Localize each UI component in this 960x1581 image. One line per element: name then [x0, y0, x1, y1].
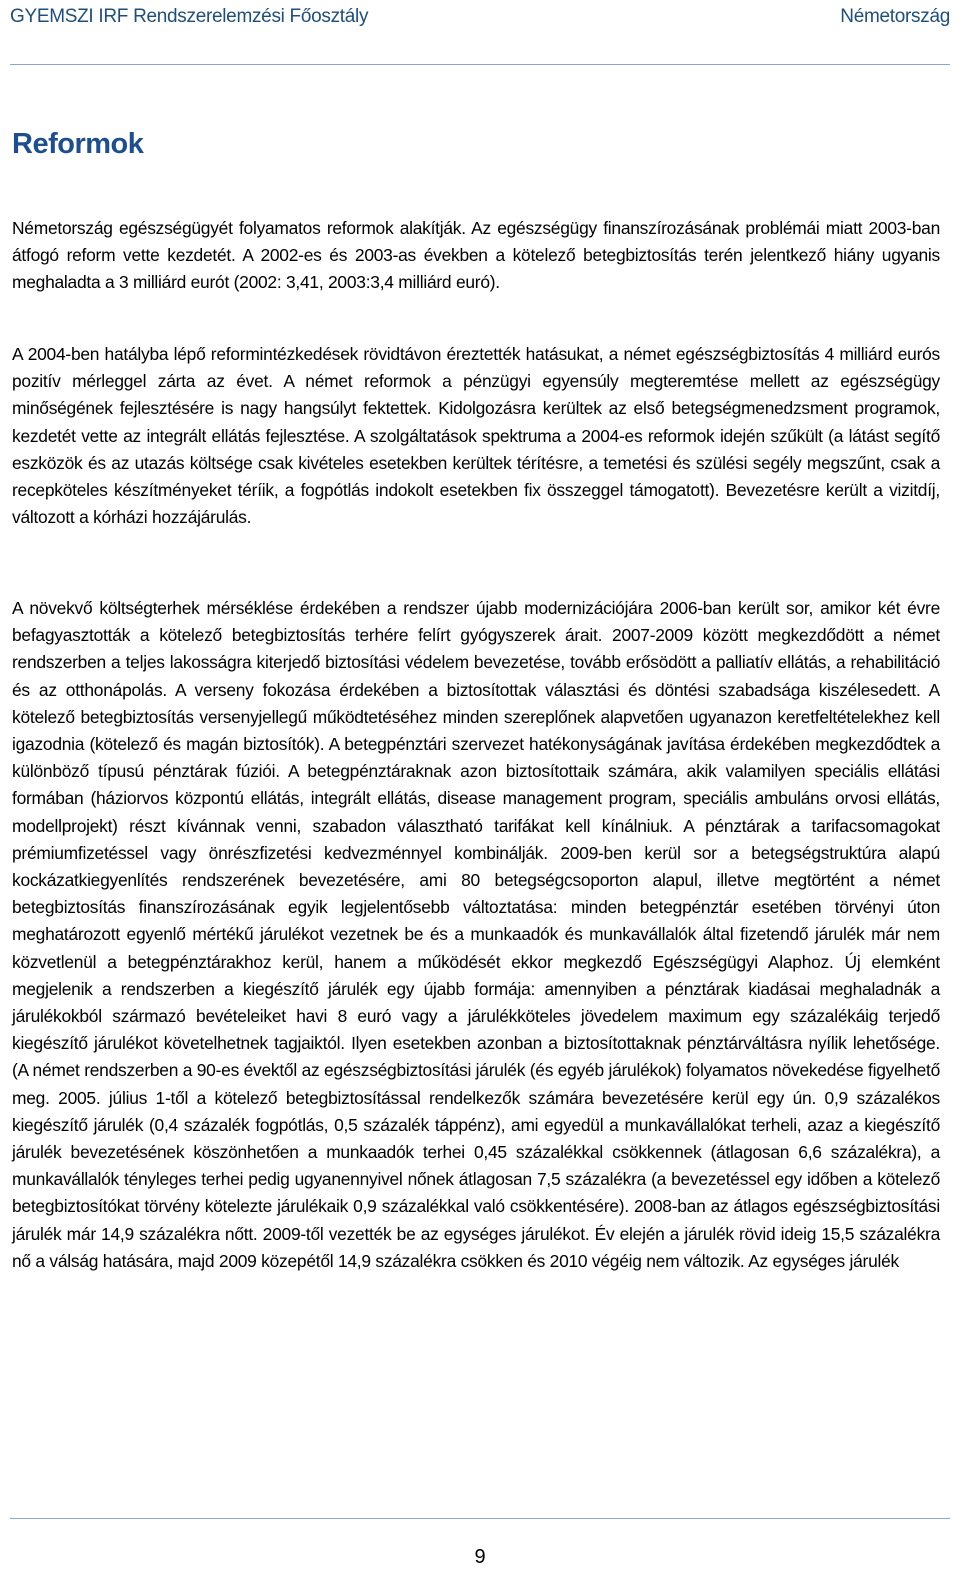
paragraph-2006-reforms: A növekvő költségterhek mérséklése érdekében a rendszer újabb modernizációjára 2006-ban került sor, amikor két évre befagyasztották a kötelező betegbiztosítás terhére felírt gyógyszerek árait. 2007-2009 között megkezdődött a német rendszerben a teljes lakosságra kiterjedő biztosítási védelem bevezetése, tovább erősödött a palliatív ellátás, a rehabilitáció és az otthonápolás. A verseny fokozása érdekében a biztosítottak választási és döntési szabadsága kiszélesedett. A kötelező betegbiztosítás versenyjellegű működtetéséhez minden szereplőnek alapvetően ugyanazon keretfeltételekhez kell igazodnia (kötelező és magán biztosítók). A betegpénztári szervezet hatékonyságának javítása érdekében megkezdődtek a különböző típusú pénztárak fúziói. A betegpénztáraknak azon biztosítottaik számára, akik valamilyen speciális ellátási formában (háziorvos központú ellátás, integrált ellátás, disease management program, speciális ambuláns orvosi ellátás, modellprojekt) részt kívánnak venni, szabadon választható tarifákat kell kínálniuk. A pénztárak a tarifacsomagokat prémiumfizetéssel vagy önrészfizetési kedvezménnyel kombinálják. 2009-ben kerül sor a betegségstruktúra alapú kockázatkiegyenlítés rendszerének bevezetésére, ami 80 betegségcsoporton alapul, illetve megtörtént a német betegbiztosítás finanszírozásának egyik legjelentősebb változtatása: minden betegpénztár esetében törvényi úton meghatározott egyenlő mértékű járulékot vezetnek be és a munkaadók és munkavállalók által fizetendő járulék már nem közvetlenül a betegpénztárakhoz kerül, hanem a működését ekkor megkezdő Egészségügyi Alaphoz. Új elemként megjelenik a rendszerben a kiegészítő járulék egy újabb formája: amennyiben a pénztárak kiadásai meghaladnák a járulékokból származó bevételeiket havi 8 euró vagy a járulékköteles jövedelem maximum egy százalékáig terjedő kiegészítő járulékot követelhetnek tagjaiktól. Ilyen esetekben azonban a biztosítottaknak pénztárváltásra nyílik lehetősége. (A német rendszerben a 90-es évektől az egészségbiztosítási járulék (és egyéb járulékok) folyamatos növekedése figyelhető meg. 2005. július 1-től a kötelező betegbiztosítással rendelkezők számára bevezetésére kerül egy ún. 0,9 százalékos kiegészítő járulék (0,4 százalék fogpótlás, 0,5 százalék táppénz), ami egyedül a munkavállalókat terheli, azaz a kiegészítő járulék bevezetésének köszönhetően a munkaadók terhei 0,45 százalékkal csökkennek (átlagosan 6,6 százalékra), a munkavállalók tényleges terhei pedig ugyanennyivel nőnek átlagosan 7,5 százalékra (a bevezetéssel egy időben a kötelező betegbiztosítókat törvény kötelezte járulékaik 0,9 százalékkal való csökkentésére). 2008-ban az átlagos egészségbiztosítási járulék már 14,9 százalékra nőtt. 2009-től vezették be az egységes járulékot. Év elején a járulék rövid ideig 15,5 százalékra nő a válság hatására, majd 2009 közepétől 14,9 százalékra csökken és 2010 végéig nem változik. Az egységes járulék	[12, 598, 940, 1271]
paragraph-intro: Németország egészségügyét folyamatos reformok alakítják. Az egészségügy finanszírozásának problémái miatt 2003-ban átfogó reform vette kezdetét. A 2002-es és 2003-as években a kötelező betegbiztosítás terén jelentkező hiány ugyanis meghaladta a 3 milliárd eurót (2002: 3,41, 2003:3,4 milliárd euró).	[12, 218, 940, 293]
header-department: GYEMSZI IRF Rendszerelemzési Főosztály	[10, 6, 369, 27]
section-title: Reformok	[12, 128, 144, 160]
header-country: Németország	[840, 6, 950, 27]
footer-divider	[10, 1518, 950, 1519]
paragraph-2004-reforms: A 2004-ben hatályba lépő reformintézkedések rövidtávon éreztették hatásukat, a német egészségbiztosítás 4 milliárd eurós pozitív mérleggel zárta az évet. A német reformok a pénzügyi egyensúly megteremtése mellett az egészségügy minőségének fejlesztésére is nagy hangsúlyt fektettek. Kidolgozásra kerültek az első betegségmenedzsment programok, kezdetét vette az integrált ellátás fejlesztése. A szolgáltatások spektruma a 2004-es reformok idején szűkült (a látást segítő eszközök és az utazás költsége csak kivételes esetekben kerültek térítésre, a temetési és szülési segély megszűnt, csak a recepköteles készítményeket téríik, a fogpótlás indokolt esetekben fix összeggel támogatott). Bevezetésre került a vizitdíj, változott a kórházi hozzájárulás.	[12, 344, 940, 528]
page-header	[10, 2, 950, 32]
page-number: 9	[474, 1546, 486, 1568]
header-divider	[10, 64, 950, 65]
